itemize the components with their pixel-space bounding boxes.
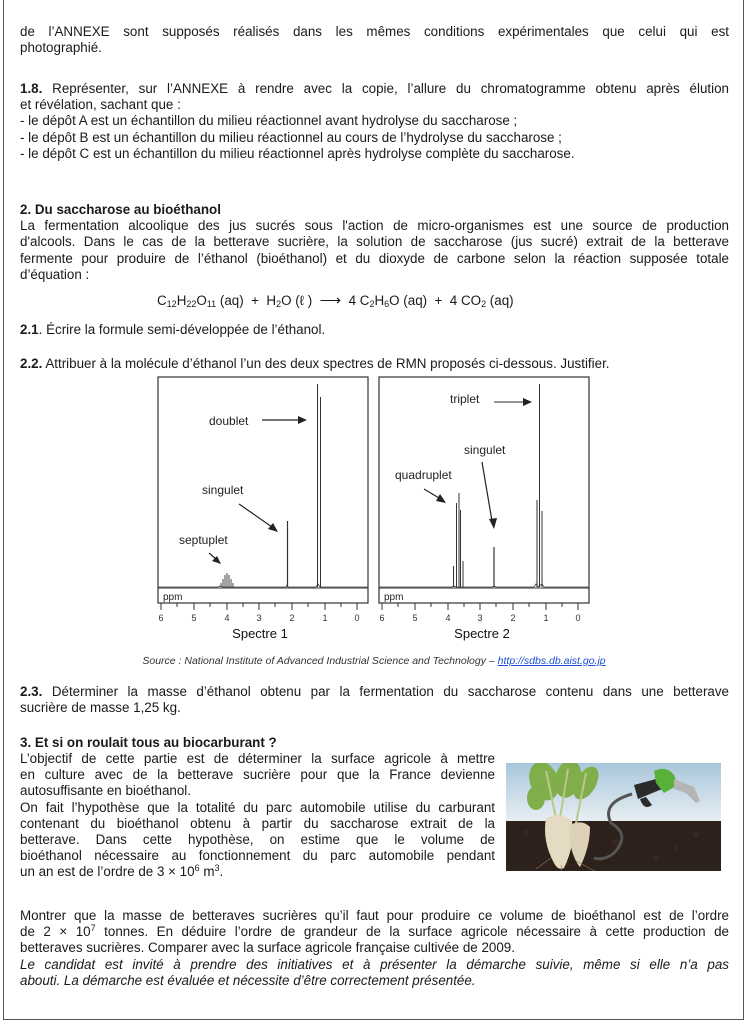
svg-text:5: 5 xyxy=(191,613,197,623)
reaction-arrow: ⟶ xyxy=(319,292,342,309)
svg-text:5: 5 xyxy=(412,613,418,623)
section-2-line-4: d’équation : xyxy=(20,266,90,282)
bullet-depot-a: - le dépôt A est un échantillon du milieu réactionnel avant hydrolyse du saccharose ; xyxy=(20,113,518,129)
nmr-spectrum-2 xyxy=(370,375,595,645)
label-septuplet: septuplet xyxy=(179,533,228,547)
svg-text:4: 4 xyxy=(224,613,230,623)
q1-8-number: 1.8. xyxy=(20,81,43,96)
s3-line-8: un an est de l’ordre de $3 \times 10^6$ $m^3$. xyxy=(20,863,224,880)
question-2-3 xyxy=(20,684,729,716)
section-2-line-1: La fermentation alcoolique des jus sucrés sous l'action de micro-organismes est une source de production xyxy=(20,218,729,234)
q2-3-text-2: sucrière de masse 1,25 kg. xyxy=(20,700,181,716)
svg-text:3: 3 xyxy=(477,613,483,623)
svg-text:2: 2 xyxy=(289,613,295,623)
svg-text:0: 0 xyxy=(354,613,360,623)
final-line-1: Montrer que la masse de betteraves sucrières qu’il faut pour produire ce volume de bioéthanol est de l’ordre xyxy=(20,908,729,923)
q1-8-line-1 xyxy=(20,81,729,97)
svg-text:1: 1 xyxy=(543,613,549,623)
s3-line-2: en culture avec de la betterave sucrière pour que la France devienne xyxy=(20,767,495,783)
section-3-title-block xyxy=(20,735,729,751)
s3-line-3: autosuffisante en bioéthanol. xyxy=(20,783,191,799)
s3-line-5: contenant du bioéthanol obtenu à partir du saccharose extrait de la xyxy=(20,815,495,831)
chemical-equation: $C_{12}H_{22}O_{11}$ $(aq) + H_2O$ (ℓ ) ⟶ 4 $C_2H_6O$ (aq) + 4 $CO_2$ (aq) xyxy=(157,292,514,309)
svg-text:1: 1 xyxy=(322,613,328,623)
question-1-8 xyxy=(20,81,729,162)
q2-2-number: 2.2. xyxy=(20,356,43,371)
svg-text:0: 0 xyxy=(575,613,581,623)
sugar-beet-fuel-photo xyxy=(506,763,721,871)
label-singulet-1: singulet xyxy=(202,483,244,497)
s3-line-7: bioéthanol nécessaire au fonctionnement du parc automobile pendant xyxy=(20,848,495,864)
section-3-title: 3. Et si on roulait tous au biocarburant ? xyxy=(20,735,277,750)
q2-2-text: Attribuer à la molécule d’éthanol l’un des deux spectres de RMN proposés ci-dessous. Justifier. xyxy=(42,356,610,371)
q2-3-text-1: Déterminer la masse d’éthanol obtenu par la fermentation du saccharose contenu dans une betterave xyxy=(42,684,729,699)
intro-line-1: de l’ANNEXE sont supposés réalisés dans les mêmes conditions expérimentales que celui qui est xyxy=(20,24,729,39)
spectrum-2-caption: Spectre 2 xyxy=(454,626,510,641)
nmr-spectrum-1 xyxy=(150,375,375,645)
label-triplet: triplet xyxy=(450,392,480,406)
section-2 xyxy=(20,202,729,283)
source-text: Source : National Institute of Advanced Industrial Science and Technology – xyxy=(142,655,498,667)
final-line-3: betteraves sucrières. Comparer avec la surface agricole française cultivée de 2009. xyxy=(20,940,515,956)
svg-text:6: 6 xyxy=(379,613,385,623)
source-link[interactable]: http://sdbs.db.aist.go.jp xyxy=(497,655,606,667)
intro-paragraph xyxy=(20,24,729,56)
bullet-depot-b: - le dépôt B est un échantillon du milieu réactionnel au cours de l’hydrolyse du saccharose ; xyxy=(20,129,562,145)
label-doublet: doublet xyxy=(209,414,249,428)
s3-line-1: L’objectif de cette partie est de déterminer la surface agricole à mettre xyxy=(20,751,495,766)
svg-text:2: 2 xyxy=(510,613,516,623)
svg-text:4: 4 xyxy=(445,613,451,623)
section-2-line-3: fermente pour produire de l’éthanol (bioéthanol) et du dioxyde de carbone selon la réaction supposée totale xyxy=(20,250,729,266)
label-singulet-2: singulet xyxy=(464,443,506,457)
q1-8-text-2: et révélation, sachant que : xyxy=(20,97,181,113)
q2-3-number: 2.3. xyxy=(20,684,43,699)
final-line-2: de $2 \times 10^7$ tonnes. En déduire l’ordre de grandeur de la surface agricole nécessaire à cette production de xyxy=(20,923,729,940)
section-3-paragraph xyxy=(20,751,495,881)
intro-line-2: photographié. xyxy=(20,40,102,56)
ppm-label-2: ppm xyxy=(384,592,404,603)
s3-line-4: On fait l’hypothèse que la totalité du parc automobile utilise du carburant xyxy=(20,799,495,815)
q2-1-number: 2.1 xyxy=(20,322,39,337)
question-2-2 xyxy=(20,356,729,372)
ppm-label-1: ppm xyxy=(163,592,183,603)
svg-text:6: 6 xyxy=(158,613,164,623)
final-italic-2: abouti. La démarche est évaluée et nécessite d’être correctement présentée. xyxy=(20,972,476,988)
q1-8-text-1: Représenter, sur l’ANNEXE à rendre avec la copie, l’allure du chromatogramme obtenu après élution xyxy=(42,81,729,96)
svg-text:3: 3 xyxy=(256,613,262,623)
question-2-1 xyxy=(20,322,729,338)
label-quadruplet: quadruplet xyxy=(395,468,452,482)
final-italic-1: Le candidat est invité à prendre des initiatives et à présenter la démarche suivie, même si elle n’a pas xyxy=(20,956,729,972)
final-paragraph xyxy=(20,908,729,989)
q2-1-text: . Écrire la formule semi-développée de l’éthanol. xyxy=(38,322,326,337)
bullet-depot-c: - le dépôt C est un échantillon du milieu réactionnel après hydrolyse complète du saccharose. xyxy=(20,145,575,161)
section-2-line-2: d'alcools. Dans le cas de la betterave sucrière, la solution de saccharose (jus sucré) extrait de la betterave xyxy=(20,234,729,250)
s3-line-6: betterave. Dans cette hypothèse, on estime que le volume de xyxy=(20,832,495,848)
spectrum-1-caption: Spectre 1 xyxy=(232,626,288,641)
source-citation xyxy=(0,655,748,667)
q2-3-line-1 xyxy=(20,684,729,700)
section-2-title: 2. Du saccharose au bioéthanol xyxy=(20,202,221,217)
